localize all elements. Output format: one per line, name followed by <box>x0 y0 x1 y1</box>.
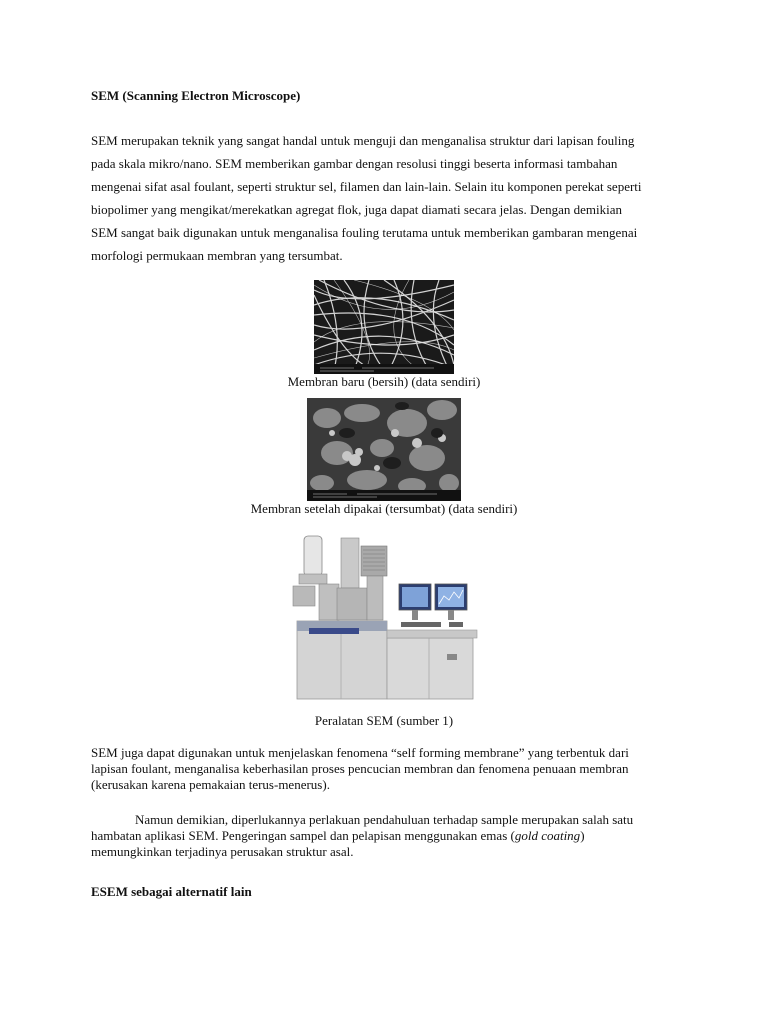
paragraph-sem-intro <box>91 129 691 267</box>
text-line: SEM sangat baik digunakan untuk menganalisa fouling terutama untuk memberikan gambaran mengenai <box>91 225 638 240</box>
text-line: morfologi permukaan membran yang tersumbat. <box>91 248 343 263</box>
text-line: pada skala mikro/nano. SEM memberikan gambar dengan resolusi tinggi beserta informasi tambahan <box>91 156 618 171</box>
text-line: Namun demikian, diperlukannya perlakuan pendahuluan terhadap sample merupakan salah satu <box>135 812 634 827</box>
sem-equipment-image <box>279 526 490 709</box>
text-span: ) <box>580 828 585 843</box>
text-span: hambatan aplikasi SEM. Pengeringan sampel dan pelapisan menggunakan emas ( <box>91 828 515 843</box>
sem-image-clean-membrane <box>314 280 454 374</box>
section-heading-sem: SEM (Scanning Electron Microscope) <box>91 88 301 103</box>
paragraph-sem-limitations <box>91 812 691 860</box>
text-line: mengenai sifat asal foulant, seperti struktur sel, filamen dan lain-lain. Selain itu komponen perekat seperti <box>91 179 642 194</box>
figure-caption: Membran setelah dipakai (tersumbat) (data sendiri) <box>250 501 518 516</box>
figure-caption: Membran baru (bersih) (data sendiri) <box>287 374 481 389</box>
text-line: biopolimer yang mengikat/merekatkan agregat flok, juga dapat diamati secara jelas. Dengan demikian <box>91 202 622 217</box>
figure-caption: Peralatan SEM (sumber 1) <box>314 713 454 728</box>
italic-term: gold coating <box>514 828 581 843</box>
text-line: memungkinkan terjadinya perusakan struktur asal. <box>91 844 354 859</box>
text-line: (kerusakan karena pemakaian terus-menerus). <box>91 777 330 792</box>
sem-image-fouled-membrane <box>307 398 461 501</box>
text-line: lapisan foulant, menganalisa keberhasilan proses pencucian membran dan fenomena penuaan membran <box>91 761 629 776</box>
text-line: SEM merupakan teknik yang sangat handal untuk menguji dan menganalisa struktur dari lapisan fouling <box>91 133 635 148</box>
text-line <box>91 828 691 844</box>
paragraph-sem-applications <box>91 745 691 793</box>
section-heading-esem: ESEM sebagai alternatif lain <box>91 884 252 899</box>
text-line: SEM juga dapat digunakan untuk menjelaskan fenomena “self forming membrane” yang terbentuk dari <box>91 745 629 760</box>
